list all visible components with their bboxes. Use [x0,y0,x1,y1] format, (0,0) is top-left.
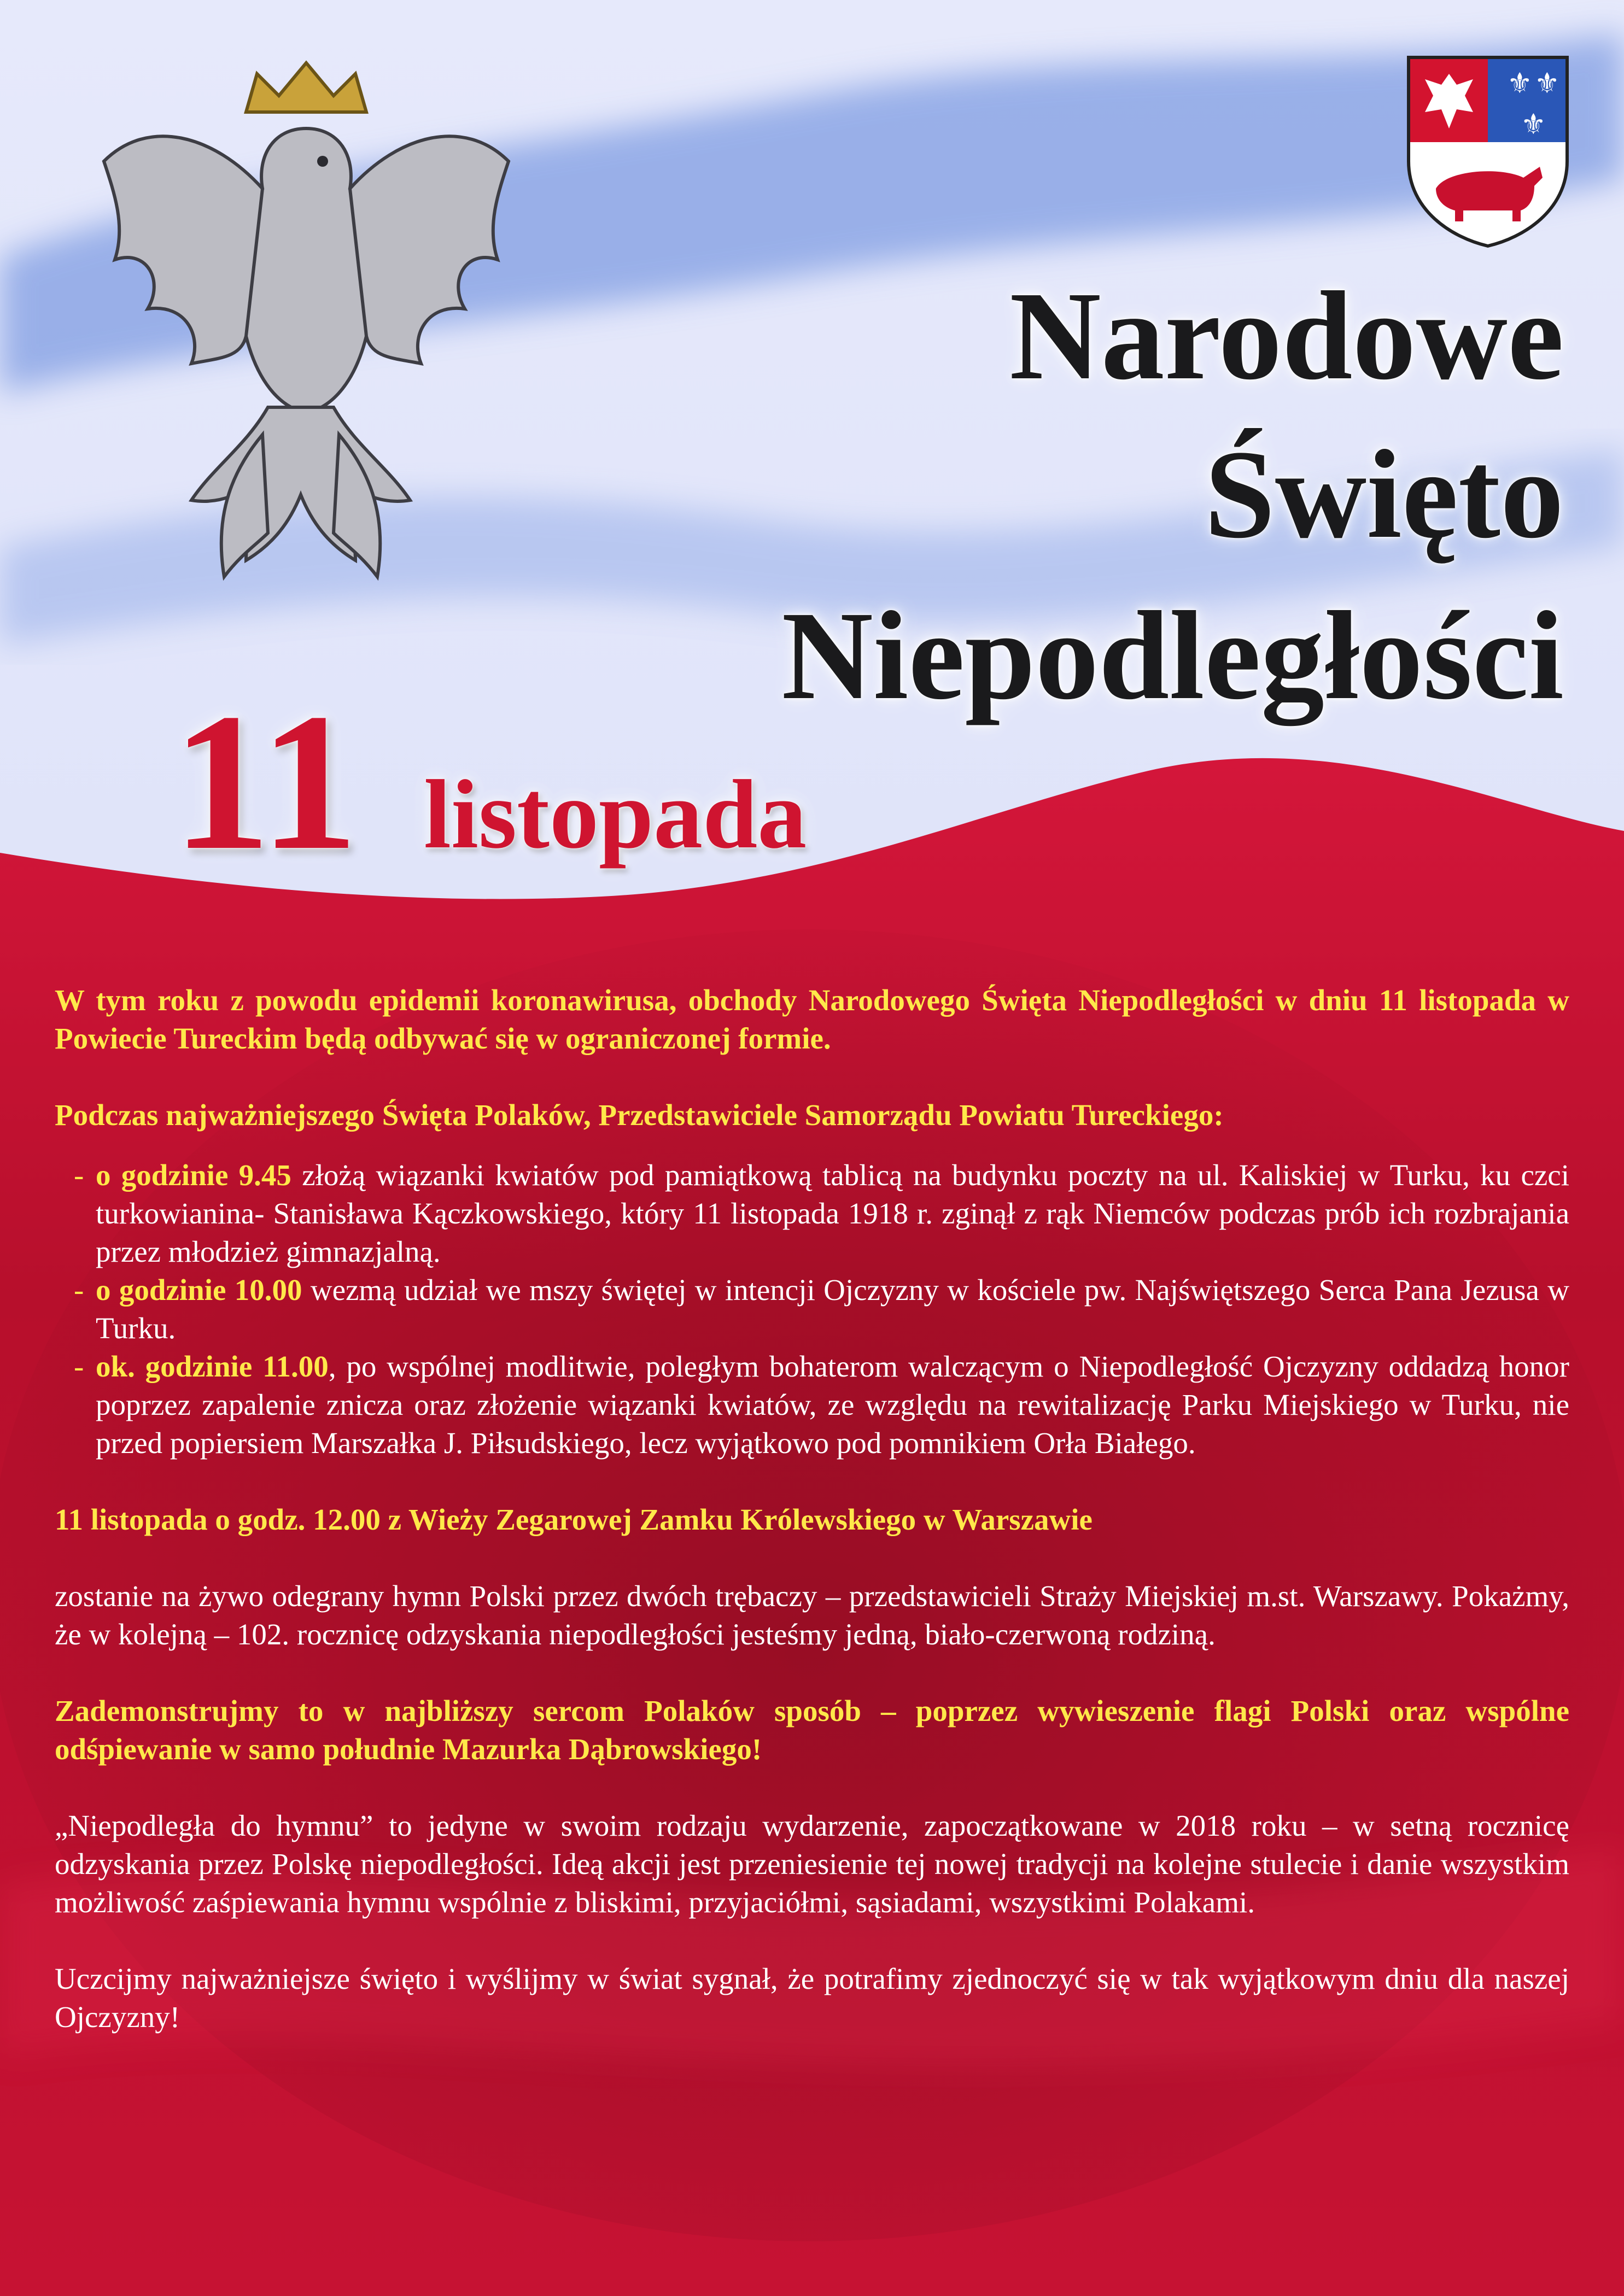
anthem-paragraph: zostanie na żywo odegrany hymn Polski przez dwóch trębaczy – przedstawicieli Straży Miejskiej m.st. Warszawy. Pokażmy, że w kolejną – 102. rocznicę odzyskania niepodległości jesteśmy jedną, biało-czerwoną rodziną. [55,1579,1569,1651]
event-time: o godzinie 10.00 [96,1273,302,1307]
title-line-2: Święto [1204,424,1564,565]
list-item [74,1156,1569,1271]
date-day: 11 [172,672,359,891]
event-text: wezmą udział we mszy świętej w intencji Ojczyzny w kościele pw. Najświętszego Serca Pana Jezusa w Turku. [96,1273,1569,1345]
list-dash: - [74,1273,84,1307]
anthem-heading: 11 listopada o godz. 12.00 z Wieży Zegarowej Zamku Królewskiego w Warszawie [55,1503,1093,1536]
event-text: złożą wiązanki kwiatów pod pamiątkową tablicą na budynku poczty na ul. Kaliskiej w Turku, ku czci turkowianina- Stanisława Kączkowskiego, który 11 listopada 1918 r. zginął z rąk Niemców podczas prób ich rozbrajania przez młodzież gimnazjalną. [96,1158,1569,1268]
announcement-body [55,981,1569,2075]
list-item [74,1271,1569,1348]
white-eagle-icon [82,52,530,631]
svg-text:⚜: ⚜ [1521,108,1546,141]
event-time: o godzinie 9.45 [96,1158,291,1192]
coat-of-arms-icon [1403,52,1573,249]
call-to-action: Zademonstrujmy to w najbliższy sercom Polaków sposób – poprzez wywieszenie flagi Polski oraz wspólne odśpiewanie w samo południe Mazurka Dąbrowskiego! [55,1694,1569,1766]
event-time: ok. godzinie 11.00 [96,1350,329,1383]
list-dash: - [74,1158,84,1192]
list-item [74,1348,1569,1462]
title-line-3: Niepodległości [781,585,1564,726]
initiative-paragraph: „Niepodległa do hymnu” to jedyne w swoim rodzaju wydarzenie, zapoczątkowane w 2018 roku – w setną rocznicę odzyskania przez Polskę niepodległości. Ideą akcji jest przeniesienie tej nowej tradycji na kolejne stulecie i danie wszystkim możliwość zaśpiewania hymnu wspólnie z bliskimi, przyjaciółmi, sąsiadami, wszystkimi Polakami. [55,1809,1569,1919]
list-dash: - [74,1350,84,1383]
title-line-1: Narodowe [1009,266,1564,406]
svg-text:⚜: ⚜ [1534,67,1560,100]
date-month: listopada [424,760,807,869]
events-list [55,1156,1569,1462]
lead-paragraph: Podczas najważniejszego Święta Polaków, Przedstawiciele Samorządu Powiatu Tureckiego: [55,1098,1224,1132]
intro-paragraph: W tym roku z powodu epidemii koronawirusa, obchody Narodowego Święta Niepodległości w dniu 11 listopada w Powiecie Tureckim będą odbywać się w ograniczonej formie. [55,983,1569,1055]
closing-paragraph: Uczcijmy najważniejsze święto i wyślijmy w świat sygnał, że potrafimy zjednoczyć się w tak wyjątkowym dniu dla naszej Ojczyzny! [55,1962,1569,2034]
event-text: , po wspólnej modlitwie, poległym bohaterom walczącym o Niepodległość Ojczyzny oddadzą honor poprzez zapalenie znicza oraz złożenie wiązanki kwiatów, ze względu na rewitalizację Parku Miejskiego w Turku, nie przed popiersiem Marszałka J. Piłsudskiego, lecz wyjątkowo pod pomnikiem Orła Białego. [96,1350,1569,1460]
svg-text:⚜: ⚜ [1507,67,1533,100]
